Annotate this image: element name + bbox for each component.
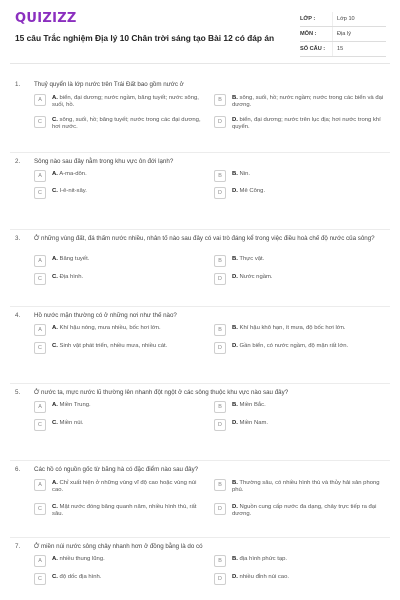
answer-option-b[interactable] [214,94,386,110]
answer-option-c[interactable] [34,187,206,199]
option-letter-box: A [34,94,46,106]
answer-option-a[interactable] [34,401,206,413]
option-letter-box: B [214,401,226,413]
question-5 [0,384,400,461]
option-text: A. Băng tuyết. [52,256,90,262]
option-text: D. Nước ngầm. [232,274,273,280]
question-number: 7. [15,543,21,550]
option-text: B. Miền Bắc. [232,402,266,408]
option-letter-box: B [214,555,226,567]
answer-option-c[interactable] [34,116,206,132]
option-text: C. Sinh vật phát triển, nhiều mưa, nhiều cát. [52,343,168,349]
answer-option-d[interactable] [214,503,386,519]
option-letter-box: A [34,170,46,182]
question-text: Thuỷ quyển là lớp nước trên Trái Đất bao gồm nước ở [34,81,184,88]
meta-label: SỐ CÂU : [300,46,326,52]
option-text: A. A-ma-dôn. [52,171,87,177]
option-letter-box: C [34,116,46,128]
meta-value: Lớp 10 [332,12,386,26]
answer-option-a[interactable] [34,479,206,495]
option-text: C. sông, suối, hồ; băng tuyết; nước trong các đại dương, hơi nước. [52,117,201,131]
option-letter-box: D [214,503,226,515]
document-header [0,0,400,64]
option-text: D. Gần biển, có nước ngầm, độ mặn rất lớn. [232,343,349,349]
answer-option-a[interactable] [34,94,206,110]
answer-option-b[interactable] [214,479,386,495]
option-letter-box: C [34,573,46,585]
answer-option-d[interactable] [214,187,386,199]
question-text: Ở nước ta, mực nước lũ thường lên nhanh đột ngột ở các sông thuộc khu vực nào sau đây? [34,389,289,396]
option-letter-box: D [214,342,226,354]
option-letter-box: B [214,94,226,106]
meta-value: Địa lý [332,27,386,41]
option-letter-box: B [214,324,226,336]
option-letter-box: A [34,555,46,567]
option-letter-box: D [214,573,226,585]
meta-value: 15 [332,42,386,56]
option-letter-box: C [34,342,46,354]
option-text: C. Địa hình. [52,274,84,280]
meta-label: LỚP : [300,16,316,22]
answer-option-d[interactable] [214,342,386,354]
question-number: 6. [15,466,21,473]
option-text: B. Thực vật. [232,256,265,262]
option-letter-box: A [34,479,46,491]
option-text: D. Mê Công. [232,188,266,194]
question-1 [0,76,400,153]
answer-option-a[interactable] [34,324,206,336]
option-text: D. biển, đại dương; nước trên lục địa; hơi nước trong khí quyển. [232,117,381,131]
option-letter-box: C [34,419,46,431]
answer-option-b[interactable] [214,255,386,267]
option-letter-box: D [214,419,226,431]
option-letter-box: A [34,401,46,413]
option-letter-box: D [214,273,226,285]
meta-row-subject [300,27,386,42]
option-text: B. Thường sâu, có nhiều hình thù và thủy hải sản phong phú. [232,480,380,494]
answer-option-b[interactable] [214,401,386,413]
question-number: 2. [15,158,21,165]
option-letter-box: A [34,324,46,336]
answer-option-a[interactable] [34,170,206,182]
meta-row-count [300,42,386,57]
option-letter-box: A [34,255,46,267]
answer-option-c[interactable] [34,342,206,354]
question-6 [0,461,400,538]
answer-option-c[interactable] [34,273,206,285]
option-letter-box: C [34,273,46,285]
option-text: B. Nin. [232,171,251,177]
answer-option-c[interactable] [34,573,206,585]
question-number: 4. [15,312,21,319]
answer-option-a[interactable] [34,255,206,267]
question-number: 5. [15,389,21,396]
meta-table [300,12,386,57]
option-letter-box: D [214,187,226,199]
answer-option-b[interactable] [214,324,386,336]
answer-option-c[interactable] [34,419,206,431]
question-3 [0,230,400,307]
option-text: B. địa hình phức tạp. [232,556,288,562]
answer-option-c[interactable] [34,503,206,519]
answer-option-d[interactable] [214,273,386,285]
question-text: Ở những vùng đất, đá thấm nước nhiều, nhân tố nào sau đây có vai trò đáng kể trong việc điều hoà chế độ nước của sông? [34,235,375,242]
option-letter-box: C [34,187,46,199]
option-text: A. nhiều thung lũng. [52,556,105,562]
question-7 [0,538,400,600]
answer-option-b[interactable] [214,170,386,182]
option-text: A. biển, đại dương; nước ngầm, băng tuyết; nước sông, suối, hồ. [52,95,199,109]
option-letter-box: C [34,503,46,515]
question-text: Ở miền núi nước sông chảy nhanh hơn ở đồng bằng là do có [34,543,203,550]
question-number: 1. [15,81,21,88]
option-text: D. nhiều đỉnh núi cao. [232,574,289,580]
option-text: B. Khí hậu khô hạn, ít mưa, độ bốc hơi lớn. [232,325,346,331]
option-text: C. I-ê-nit-xây. [52,188,87,194]
question-text: Sông nào sau đây nằm trong khu vực ôn đới lạnh? [34,158,174,165]
question-2 [0,153,400,230]
option-text: C. độ dốc địa hình. [52,574,102,580]
answer-option-d[interactable] [214,116,386,132]
meta-label: MÔN : [300,31,317,37]
option-text: A. Khí hậu nóng, mưa nhiều, bốc hơi lớn. [52,325,161,331]
answer-option-b[interactable] [214,555,386,567]
page-title: 15 câu Trắc nghiệm Địa lý 10 Chân trời sáng tạo Bài 12 có đáp án [15,33,275,43]
option-letter-box: D [214,116,226,128]
answer-option-d[interactable] [214,573,386,585]
question-list [0,76,400,600]
option-letter-box: B [214,170,226,182]
question-4 [0,307,400,384]
option-text: A. Chỉ xuất hiện ở những vùng vĩ độ cao hoặc vùng núi cao. [52,480,197,494]
option-text: D. Miền Nam. [232,420,269,426]
question-number: 3. [15,235,21,242]
quizizz-logo: QUIZIZZ [15,11,77,26]
question-text: Các hồ có nguồn gốc từ băng hà có đặc điểm nào sau đây? [34,466,199,473]
option-text: C. Mặt nước đóng băng quanh năm, nhiều hình thù, rất sâu. [52,504,197,518]
question-text: Hồ nước mặn thường có ở những nơi như thế nào? [34,312,177,319]
option-text: D. Nguồn cung cấp nước đa dạng, chảy trực tiếp ra đại dương. [232,504,377,518]
answer-option-d[interactable] [214,419,386,431]
header-divider [10,63,390,64]
option-letter-box: B [214,479,226,491]
option-text: C. Miền núi. [52,420,84,426]
meta-row-class [300,12,386,27]
option-letter-box: B [214,255,226,267]
option-text: B. sông, suối, hồ; nước ngầm; nước trong các biển và đại dương. [232,95,384,109]
answer-option-a[interactable] [34,555,206,567]
option-text: A. Miền Trung. [52,402,91,408]
